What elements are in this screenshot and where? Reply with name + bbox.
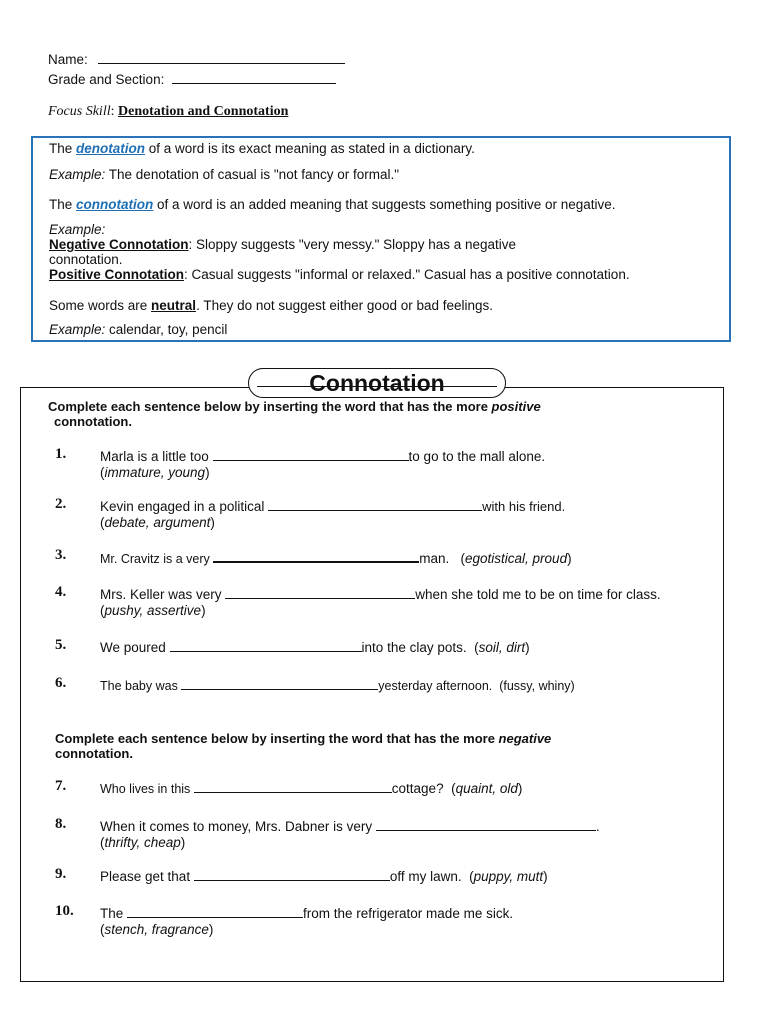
answer-blank[interactable] (376, 818, 596, 831)
definition-box (31, 136, 731, 342)
answer-blank[interactable] (170, 639, 362, 652)
positive-connotation: Positive Connotation: Casual suggests "informal or relaxed." Casual has a positive connotation. (49, 267, 630, 282)
denotation-term: denotation (76, 141, 146, 156)
instruction-negative: Complete each sentence below by inserting the word that has the more negative connotation. (55, 731, 552, 761)
name-row (48, 51, 345, 67)
focus-label: Focus Skill (48, 104, 111, 119)
negative-connotation: Negative Connotation: Sloppy suggests "very messy." Sloppy has a negative (49, 237, 517, 252)
answer-blank[interactable] (127, 905, 303, 918)
instruction-positive: Complete each sentence below by inserting the word that has the more positive connotation. (48, 399, 541, 429)
denotation-example: Example: The denotation of casual is "not fancy or formal." (49, 167, 400, 182)
name-label: Name: (48, 52, 88, 67)
denotation-definition: The denotation of a word is its exact meaning as stated in a dictionary. (49, 141, 475, 156)
answer-blank[interactable] (181, 677, 378, 690)
answer-blank[interactable] (225, 586, 415, 599)
grade-label: Grade and Section: (48, 72, 165, 87)
connotation-example-label: Example: (49, 222, 106, 237)
neutral-example: Example: calendar, toy, pencil (49, 322, 228, 337)
focus-skill: Focus Skill: Denotation and Connotation (48, 104, 289, 119)
connotation-definition: The connotation of a word is an added meaning that suggests something positive or negative. (49, 197, 616, 212)
grade-row (48, 71, 336, 87)
answer-blank[interactable] (268, 498, 482, 511)
answer-blank[interactable] (194, 780, 392, 793)
focus-value: Denotation and Connotation (118, 104, 289, 119)
negative-connotation-cont: connotation. (49, 252, 123, 267)
answer-blank[interactable] (213, 448, 409, 461)
name-field[interactable] (98, 51, 345, 64)
grade-field[interactable] (172, 71, 336, 84)
section-title: Connotation (248, 368, 506, 398)
answer-blank[interactable] (213, 549, 419, 563)
neutral-definition: Some words are neutral. They do not suggest either good or bad feelings. (49, 298, 494, 313)
connotation-term: connotation (76, 197, 154, 212)
answer-blank[interactable] (194, 868, 390, 881)
